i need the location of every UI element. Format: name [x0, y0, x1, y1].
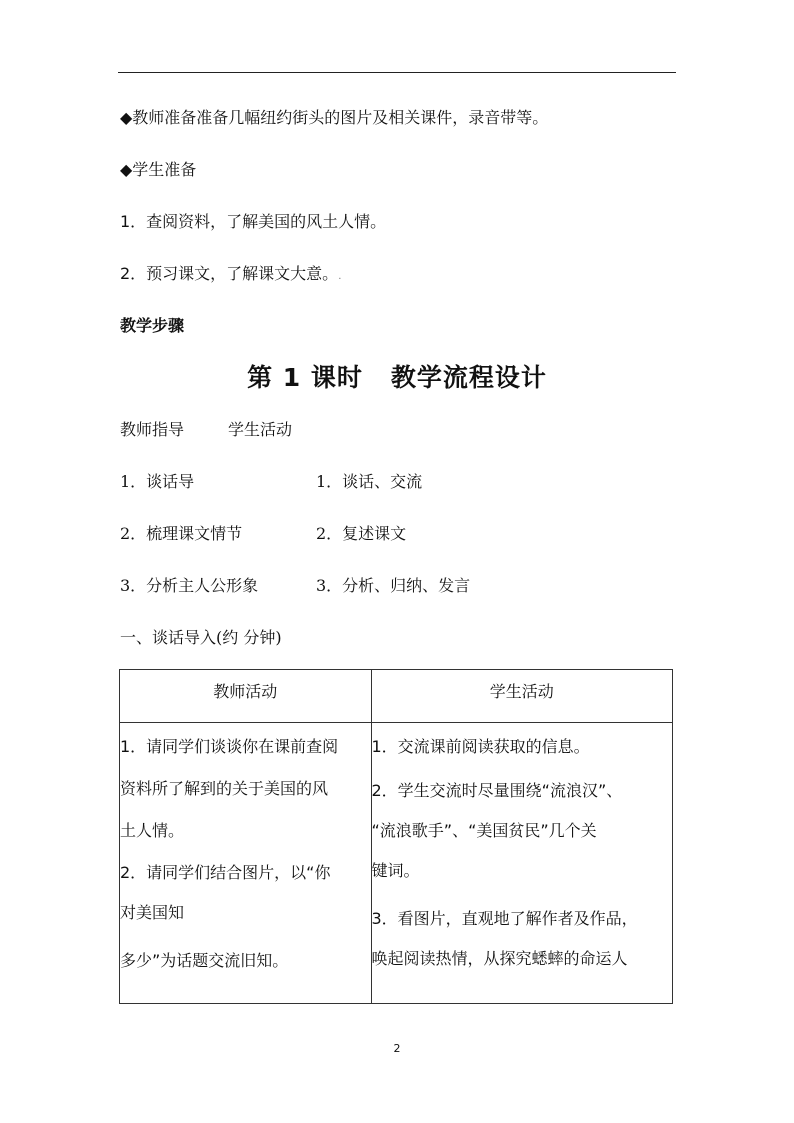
overview-row-3-left: 3．分析主人公形象 — [120, 576, 259, 595]
lesson-title — [0, 362, 794, 394]
teacher-activity-cell — [120, 723, 372, 1004]
overview-row-1-right: 1．谈话、交流 — [316, 472, 423, 491]
prep-item-2 — [120, 264, 352, 287]
teacher-line-5: 对美国知 — [120, 903, 185, 922]
overview-row-2-right: 2．复述课文 — [316, 524, 407, 543]
teacher-line-4: 2．请同学们结合图片，以“你 — [120, 863, 331, 882]
overview-header-left: 教师指导 — [120, 420, 185, 439]
student-line-3: “流浪歌手”、“美国贫民”几个关 — [371, 821, 597, 840]
overview-row-1-left: 1．谈话导 — [120, 472, 195, 491]
overview-row-2-left: 2．梳理课文情节 — [120, 524, 243, 543]
student-activity-cell — [371, 723, 673, 1004]
teacher-prep-line: ◆教师准备准备几幅纽约街头的图片及相关课件，录音带等。 — [120, 108, 549, 127]
overview-row-3-right: 3．分析、归纳、发言 — [316, 576, 471, 595]
header-rule — [118, 72, 676, 73]
teacher-line-1: 1．请同学们谈谈你在课前查阅 — [120, 737, 339, 756]
student-line-6: 唤起阅读热情，从探究蟋蟀的命运人 — [371, 949, 628, 968]
stray-mark: . — [338, 271, 342, 282]
student-line-1: 1．交流课前阅读获取的信息。 — [371, 737, 590, 756]
overview-row-2 — [120, 524, 407, 544]
student-line-4: 键词。 — [371, 861, 420, 880]
table-header-teacher: 教师活动 — [120, 670, 372, 723]
teacher-line-6: 多少”为话题交流旧知。 — [120, 951, 289, 970]
lesson-title-part2: 教学流程设计 — [390, 363, 547, 392]
student-line-5: 3．看图片，直观地了解作者及作品， — [371, 909, 638, 928]
activity-table — [119, 669, 673, 1004]
section1-heading: 一、谈话导入(约 分钟) — [120, 628, 282, 647]
overview-row-3 — [120, 576, 471, 596]
teacher-line-2: 资料所了解到的关于美国的风 — [120, 779, 329, 798]
prep-item-2-text: 2．预习课文，了解课文大意。 — [120, 264, 339, 283]
overview-row-1 — [120, 472, 423, 492]
page-number: 2 — [393, 1042, 401, 1055]
overview-header — [120, 420, 292, 440]
overview-header-right: 学生活动 — [228, 420, 293, 439]
teaching-steps-heading: 教学步骤 — [120, 316, 185, 335]
student-prep-heading: ◆学生准备 — [120, 160, 197, 179]
prep-item-1: 1．查阅资料，了解美国的风土人情。 — [120, 212, 387, 231]
table-header-student: 学生活动 — [371, 670, 673, 723]
student-line-2: 2．学生交流时尽量围绕“流浪汉”、 — [371, 781, 623, 800]
teacher-line-3: 土人情。 — [120, 821, 185, 840]
lesson-title-part1: 第 1 课时 — [247, 363, 363, 392]
